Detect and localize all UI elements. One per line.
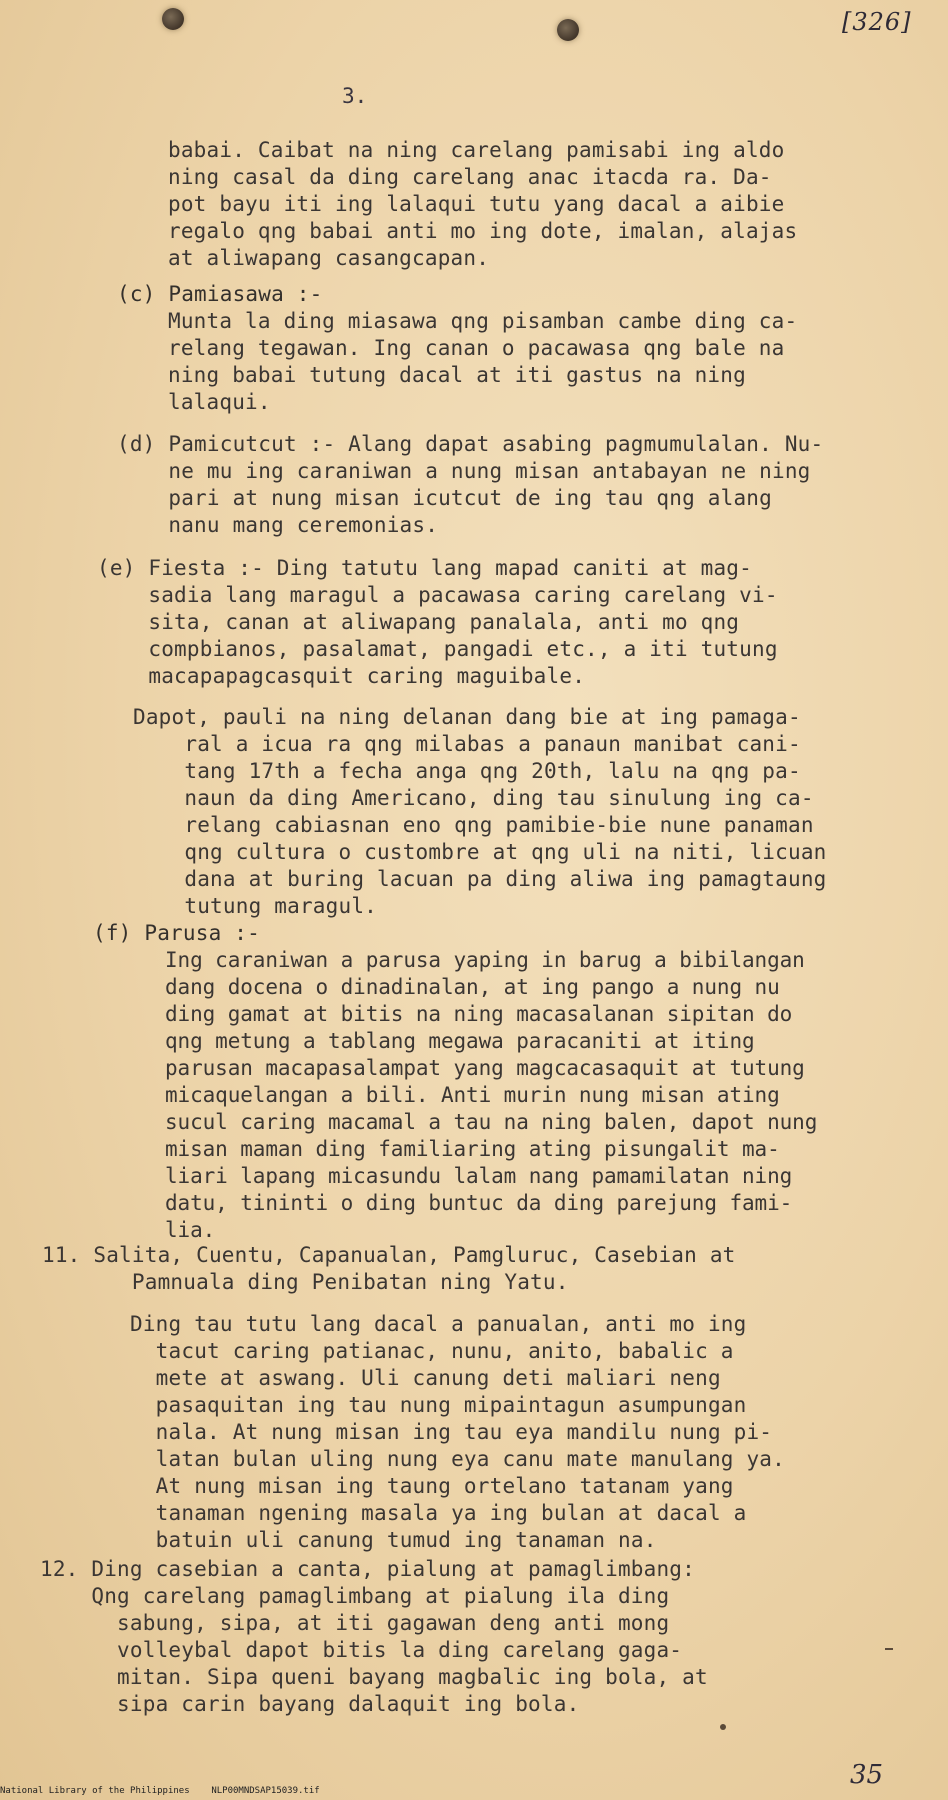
intro-paragraph: babai. Caibat na ning carelang pamisabi ing aldo ning casal da ding carelang anac itacda ra. Da- pot bayu iti ing lalaqui tutu yang dacal a aibie regalo qng babai anti mo ing dote, imalan, alajas at aliwapang casangcapan. (168, 138, 798, 270)
section-c-label: (c) Pamiasawa :- (117, 282, 323, 306)
page-number: 3. (342, 84, 368, 108)
punch-hole-right (557, 19, 579, 41)
section-12-text: 12. Ding casebian a canta, pialung at pamaglimbang: Qng carelang pamaglimbang at pialung ila ding sabung, sipa, at iti gagawan deng anti mong volleybal dapot bitis la ding carelang gaga- mitan. Sipa queni bayang magbalic ing bola, at sipa carin bayang dalaquit ing bola. (40, 1557, 708, 1716)
section-d-text: (d) Pamicutcut :- Alang dapat asabing pagmumulalan. Nu- ne mu ing caraniwan a nung misan antabayan ne ning pari at nung misan icutcut de ing tau qng alang nanu mang ceremonias. (117, 432, 824, 537)
margin-dash (885, 1648, 893, 1650)
handwritten-page-number: 35 (850, 1760, 884, 1790)
section-c-body: Munta la ding miasawa qng pisamban cambe ding ca- relang tegawan. Ing canan o pacawasa qng bale na ning babai tutung dacal at iti gastus na ning lalaqui. (168, 309, 798, 414)
ink-dot (720, 1724, 726, 1730)
section-11-heading: 11. Salita, Cuentu, Capanualan, Pamgluruc, Casebian at Pamnuala ding Penibatan ning Yatu. (42, 1243, 736, 1294)
archive-footer: National Library of the Philippines NLP00MNDSAP15039.tif (0, 1786, 320, 1796)
archive-mark: [326] (842, 8, 912, 36)
section-f-label: (f) Parusa :- (93, 921, 260, 945)
section-f-body: Ing caraniwan a parusa yaping in barug a bibilangan dang docena o dinadinalan, at ing pango a nung nu ding gamat at bitis na ning macasalanan sipitan do qng metung a tablang megawa paracaniti at iting parusan macapasalampat yang magcacasaquit at tutung micaquelangan a bili. Anti murin nung misan ating sucul caring macamal a tau na ning balen, dapot nung misan maman ding familiaring ating pisungalit ma- liari lapang micasundu lalam nang pamamilatan ning datu, tininti o ding buntuc da ding parejung fami- lia. (165, 948, 818, 1242)
punch-hole-left (162, 8, 184, 30)
dapot-paragraph: Dapot, pauli na ning delanan dang bie at ing pamaga- ral a icua ra qng milabas a panaun manibat cani- tang 17th a fecha anga qng 20th, lalu na qng pa- naun da ding Americano, ding tau sinulung ing ca- relang cabiasnan eno qng pamibie-bie nune panaman qng cultura o custombre at qng uli na niti, licuan dana at buring lacuan pa ding aliwa ing pamagtaung tutung maragul. (133, 705, 827, 918)
section-11-body: Ding tau tutu lang dacal a panualan, anti mo ing tacut caring patianac, nunu, anito, babalic a mete at aswang. Uli canung deti maliari neng pasaquitan ing tau nung mipaintagun asumpungan nala. At nung misan ing tau eya mandilu nung pi- latan bulan uling nung eya canu mate manulang ya. At nung misan ing taung ortelano tatanam yang tanaman ngening masala ya ing bulan at dacal a batuin uli canung tumud ing tanaman na. (130, 1312, 785, 1552)
section-e-text: (e) Fiesta :- Ding tatutu lang mapad caniti at mag- sadia lang maragul a pacawasa caring carelang vi- sita, canan at aliwapang panalala, anti mo qng compbianos, pasalamat, pangadi etc., a iti tutung macapapagcasquit caring maguibale. (97, 556, 778, 688)
